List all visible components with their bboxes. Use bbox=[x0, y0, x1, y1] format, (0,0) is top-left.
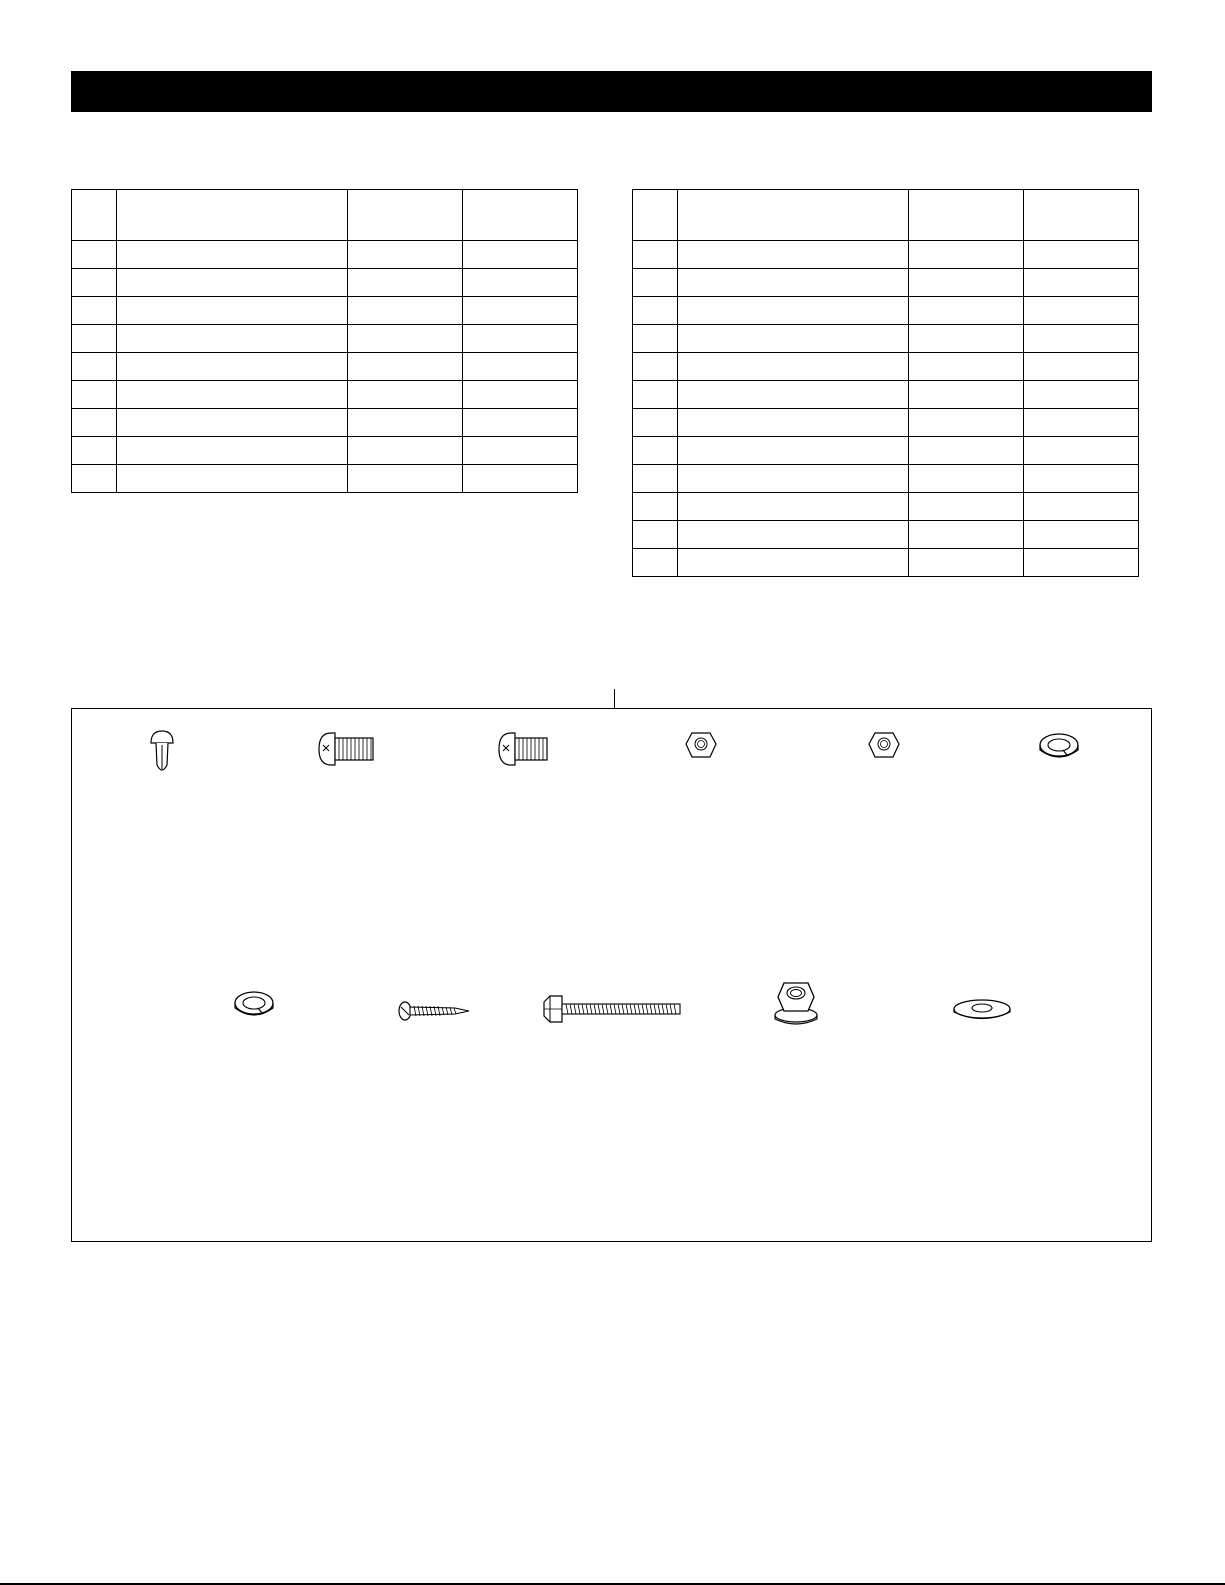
table-row bbox=[633, 381, 1139, 409]
table-row bbox=[72, 269, 578, 297]
parts-table-left bbox=[71, 189, 578, 493]
table-cell bbox=[463, 269, 578, 297]
table-cell bbox=[909, 325, 1024, 353]
table-cell bbox=[909, 409, 1024, 437]
table-cell bbox=[348, 297, 463, 325]
table-cell bbox=[1024, 297, 1139, 325]
table-cell bbox=[678, 241, 909, 269]
table-row bbox=[72, 381, 578, 409]
table-cell bbox=[117, 269, 348, 297]
table-cell bbox=[909, 297, 1024, 325]
table-cell bbox=[463, 381, 578, 409]
table-row bbox=[72, 297, 578, 325]
table-cell bbox=[72, 437, 117, 465]
table-cell bbox=[72, 353, 117, 381]
table-cell bbox=[117, 437, 348, 465]
table-cell bbox=[678, 353, 909, 381]
table-cell bbox=[1024, 269, 1139, 297]
table-cell bbox=[463, 241, 578, 269]
table-cell bbox=[1024, 465, 1139, 493]
flange-nut-icon bbox=[772, 977, 820, 1027]
table-header-row bbox=[633, 190, 1139, 241]
table-header-row bbox=[72, 190, 578, 241]
table-cell bbox=[909, 437, 1024, 465]
table-row bbox=[633, 325, 1139, 353]
table-cell bbox=[633, 465, 678, 493]
table-row bbox=[633, 241, 1139, 269]
table-cell bbox=[909, 241, 1024, 269]
table-cell bbox=[72, 325, 117, 353]
parts-table-right bbox=[632, 189, 1139, 577]
table-cell bbox=[633, 409, 678, 437]
section-header-bar bbox=[71, 71, 1152, 112]
hex-bolt-icon bbox=[542, 994, 684, 1024]
table-cell bbox=[348, 381, 463, 409]
table-cell bbox=[348, 409, 463, 437]
table-cell bbox=[678, 437, 909, 465]
table-cell bbox=[678, 325, 909, 353]
table-cell bbox=[909, 465, 1024, 493]
table-cell bbox=[633, 297, 678, 325]
table-row bbox=[72, 409, 578, 437]
table-cell bbox=[117, 381, 348, 409]
table-cell bbox=[72, 269, 117, 297]
hex-nut-icon bbox=[867, 731, 901, 761]
table-cell bbox=[72, 381, 117, 409]
table-cell bbox=[909, 269, 1024, 297]
table-cell bbox=[1024, 241, 1139, 269]
table-cell bbox=[72, 297, 117, 325]
table-row bbox=[633, 465, 1139, 493]
table-cell bbox=[117, 409, 348, 437]
table-row bbox=[633, 353, 1139, 381]
table-cell bbox=[463, 297, 578, 325]
table-cell bbox=[463, 465, 578, 493]
table-cell bbox=[678, 465, 909, 493]
table-row bbox=[72, 353, 578, 381]
table-cell bbox=[117, 465, 348, 493]
table-row bbox=[633, 269, 1139, 297]
table-row bbox=[72, 325, 578, 353]
table-cell bbox=[633, 241, 678, 269]
split-lock-washer-icon bbox=[232, 989, 276, 1021]
table-cell bbox=[117, 353, 348, 381]
table-cell bbox=[678, 409, 909, 437]
table-cell bbox=[633, 437, 678, 465]
table-cell bbox=[633, 521, 678, 549]
table-cell bbox=[117, 325, 348, 353]
table-row bbox=[72, 241, 578, 269]
table-cell bbox=[463, 437, 578, 465]
table-cell bbox=[633, 353, 678, 381]
table-cell bbox=[633, 549, 678, 577]
table-cell bbox=[463, 409, 578, 437]
leader-line bbox=[614, 689, 615, 709]
table-cell bbox=[909, 521, 1024, 549]
table-cell bbox=[348, 465, 463, 493]
table-cell bbox=[1024, 521, 1139, 549]
table-cell bbox=[72, 241, 117, 269]
table-cell bbox=[909, 493, 1024, 521]
table-cell bbox=[678, 381, 909, 409]
table-cell bbox=[348, 241, 463, 269]
table-cell bbox=[1024, 409, 1139, 437]
table-cell bbox=[678, 297, 909, 325]
table-row bbox=[633, 493, 1139, 521]
table-row bbox=[72, 437, 578, 465]
table-cell bbox=[117, 241, 348, 269]
table-row bbox=[633, 409, 1139, 437]
flat-washer-icon bbox=[952, 997, 1012, 1025]
pan-head-screw-icon bbox=[317, 729, 377, 769]
table-cell bbox=[348, 353, 463, 381]
table-cell bbox=[348, 437, 463, 465]
table-cell bbox=[678, 521, 909, 549]
table-cell bbox=[1024, 493, 1139, 521]
hex-nut-icon bbox=[684, 731, 718, 761]
table-row bbox=[633, 521, 1139, 549]
table-cell bbox=[1024, 549, 1139, 577]
table-cell bbox=[117, 297, 348, 325]
table-cell bbox=[909, 549, 1024, 577]
table-cell bbox=[1024, 381, 1139, 409]
table-cell bbox=[348, 269, 463, 297]
pan-head-screw-icon bbox=[497, 729, 552, 769]
table-cell bbox=[678, 549, 909, 577]
table-cell bbox=[463, 325, 578, 353]
table-cell bbox=[72, 409, 117, 437]
table-cell bbox=[678, 493, 909, 521]
table-cell bbox=[633, 493, 678, 521]
table-row bbox=[72, 465, 578, 493]
hardware-panel bbox=[71, 708, 1152, 1242]
table-row bbox=[633, 549, 1139, 577]
table-cell bbox=[909, 381, 1024, 409]
table-cell bbox=[909, 353, 1024, 381]
table-cell bbox=[463, 353, 578, 381]
table-cell bbox=[633, 381, 678, 409]
push-rivet-icon bbox=[147, 729, 177, 779]
table-cell bbox=[678, 269, 909, 297]
table-row bbox=[633, 297, 1139, 325]
split-lock-washer-icon bbox=[1037, 731, 1081, 763]
self-tapping-screw-icon bbox=[397, 999, 472, 1023]
table-cell bbox=[1024, 437, 1139, 465]
table-row bbox=[633, 437, 1139, 465]
table-cell bbox=[72, 465, 117, 493]
table-cell bbox=[1024, 325, 1139, 353]
table-cell bbox=[633, 325, 678, 353]
table-cell bbox=[633, 269, 678, 297]
table-cell bbox=[1024, 353, 1139, 381]
table-cell bbox=[348, 325, 463, 353]
